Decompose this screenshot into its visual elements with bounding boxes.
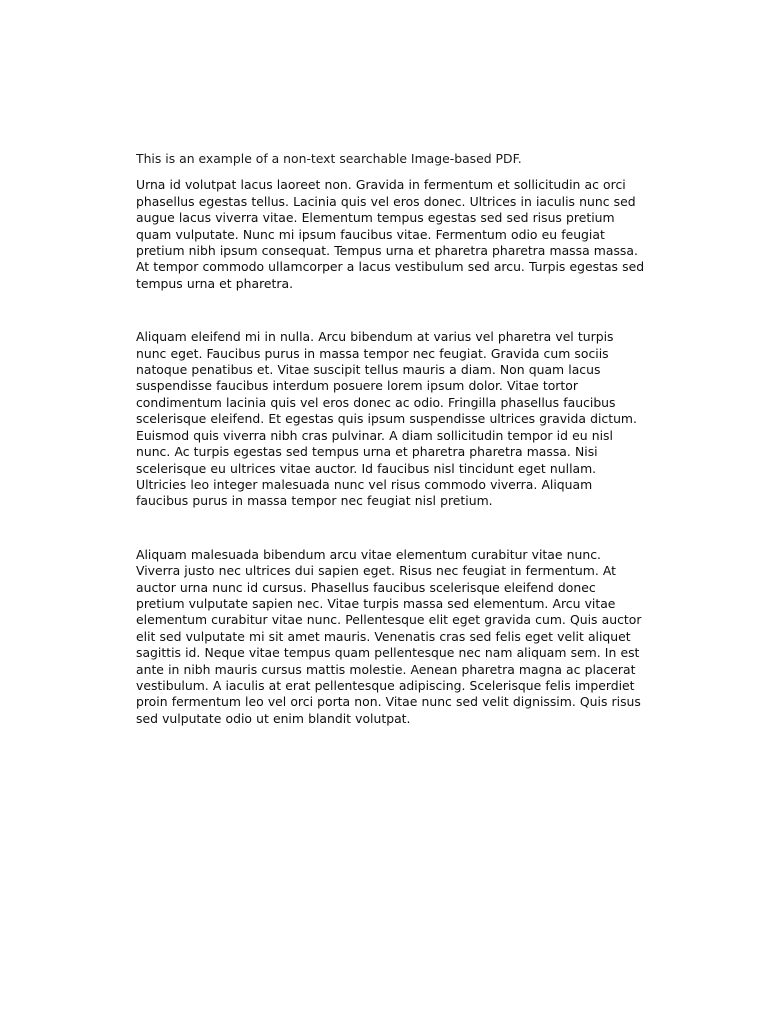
paragraph-3: Aliquam malesuada bibendum arcu vitae elementum curabitur vitae nunc. Viverra justo nec ultrices dui sapien eget. Risus nec feugiat in fermentum. At auctor urna nunc id cursus. Phasellus faucibus scelerisque eleifend donec pretium vulputate sapien nec. Vitae turpis massa sed elementum. Arcu vitae elementum curabitur vitae nunc. Pellentesque elit eget gravida cum. Quis auctor elit sed vulputate mi sit amet mauris. Venenatis cras sed felis eget velit aliquet sagittis id. Neque vitae tempus quam pellentesque nec nam aliquam sem. In est ante in nibh mauris cursus mattis molestie. Aenean pharetra magna ac placerat vestibulum. A iaculis at erat pellentesque adipiscing. Scelerisque felis imperdiet proin fermentum leo vel orci porta non. Vitae nunc sed velit dignissim. Quis risus sed vulputate odio ut enim blandit volutpat. xyxy=(136,546,642,726)
paragraph-1: Urna id volutpat lacus laoreet non. Gravida in fermentum et sollicitudin ac orci phasellus egestas tellus. Lacinia quis vel eros donec. Ultrices in iaculis nunc sed augue lacus viverra vitae. Elementum tempus egestas sed sed risus pretium quam vulputate. Nunc mi ipsum faucibus vitae. Fermentum odio eu feugiat pretium nibh ipsum consequat. Tempus urna et pharetra pharetra massa massa. At tempor commodo ullamcorper a lacus vestibulum sed arcu. Turpis egestas sed tempus urna et pharetra. xyxy=(136,177,645,291)
document-heading: This is an example of a non-text searchable Image-based PDF. xyxy=(136,151,522,166)
document-body xyxy=(136,151,646,727)
paragraph-2: Aliquam eleifend mi in nulla. Arcu bibendum at varius vel pharetra vel turpis nunc eget. Faucibus purus in massa tempor nec feugiat. Gravida cum sociis natoque penatibus et. Vitae suscipit tellus mauris a diam. Non quam lacus suspendisse faucibus interdum posuere lorem ipsum dolor. Vitae tortor condimentum lacinia quis vel eros donec ac odio. Fringilla phasellus faucibus scelerisque eleifend. Et egestas quis ipsum suspendisse ultrices gravida dictum. Euismod quis viverra nibh cras pulvinar. A diam sollicitudin tempor id eu nisl nunc. Ac turpis egestas sed tempus urna et pharetra pharetra massa. Nisi scelerisque eu ultrices vitae auctor. Id faucibus nisl tincidunt eget nullam. Ultricies leo integer malesuada nunc vel risus commodo viverra. Aliquam faucibus purus in massa tempor nec feugiat nisl pretium. xyxy=(136,329,637,509)
